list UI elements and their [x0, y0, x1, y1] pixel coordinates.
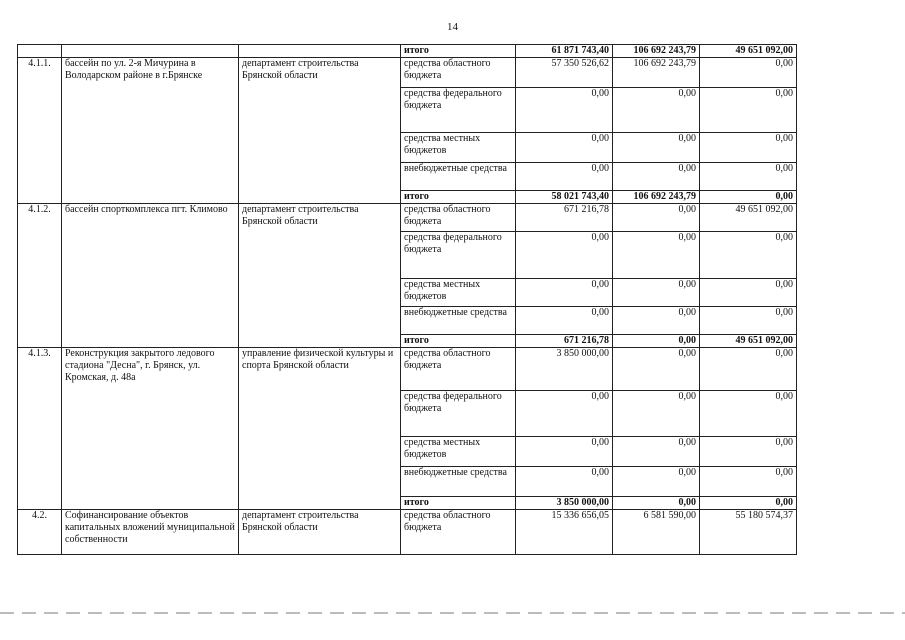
value-cell: 55 180 574,37: [700, 510, 797, 555]
value-cell: 0,00: [516, 391, 613, 437]
source-cell: итого: [401, 45, 516, 58]
source-cell: средства местных бюджетов: [401, 133, 516, 163]
value-cell: 0,00: [700, 163, 797, 191]
source-cell: средства федерального бюджета: [401, 391, 516, 437]
value-cell: 0,00: [516, 133, 613, 163]
value-cell: 0,00: [700, 391, 797, 437]
value-cell: 0,00: [613, 279, 700, 307]
source-cell: средства местных бюджетов: [401, 279, 516, 307]
value-cell: 0,00: [700, 232, 797, 279]
value-cell: 0,00: [516, 163, 613, 191]
value-cell: 0,00: [700, 467, 797, 497]
value-cell: 0,00: [700, 279, 797, 307]
value-cell: 3 850 000,00: [516, 497, 613, 510]
source-cell: средства областного бюджета: [401, 510, 516, 555]
value-cell: 0,00: [613, 88, 700, 133]
name-cell: бассейн по ул. 2-я Мичурина в Володарском районе в г.Брянске: [62, 58, 239, 204]
value-cell: 106 692 243,79: [613, 191, 700, 204]
value-cell: 3 850 000,00: [516, 348, 613, 391]
value-cell: 0,00: [613, 391, 700, 437]
name-cell: Реконструкция закрытого ледового стадиона "Десна", г. Брянск, ул. Кромская, д. 48а: [62, 348, 239, 510]
executor-cell: департамент строительства Брянской области: [239, 204, 401, 348]
code-cell: 4.1.1.: [18, 58, 62, 204]
value-cell: 0,00: [613, 133, 700, 163]
code-cell: [18, 45, 62, 58]
value-cell: 0,00: [516, 232, 613, 279]
value-cell: 0,00: [613, 437, 700, 467]
name-cell: [62, 45, 239, 58]
value-cell: 671 216,78: [516, 335, 613, 348]
source-cell: средства местных бюджетов: [401, 437, 516, 467]
value-cell: 58 021 743,40: [516, 191, 613, 204]
table-row: [18, 204, 797, 232]
value-cell: 0,00: [700, 133, 797, 163]
source-cell: средства федерального бюджета: [401, 88, 516, 133]
value-cell: 0,00: [613, 348, 700, 391]
value-cell: 0,00: [613, 497, 700, 510]
value-cell: 0,00: [700, 58, 797, 88]
code-cell: 4.2.: [18, 510, 62, 555]
value-cell: 0,00: [516, 467, 613, 497]
source-cell: итого: [401, 191, 516, 204]
value-cell: 49 651 092,00: [700, 204, 797, 232]
source-cell: средства федерального бюджета: [401, 232, 516, 279]
value-cell: 0,00: [700, 497, 797, 510]
executor-cell: департамент строительства Брянской области: [239, 58, 401, 204]
code-cell: 4.1.2.: [18, 204, 62, 348]
value-cell: 57 350 526,62: [516, 58, 613, 88]
source-cell: средства областного бюджета: [401, 348, 516, 391]
value-cell: 0,00: [700, 437, 797, 467]
value-cell: 6 581 590,00: [613, 510, 700, 555]
value-cell: 49 651 092,00: [700, 45, 797, 58]
value-cell: 671 216,78: [516, 204, 613, 232]
scan-artifact-line: [0, 612, 905, 614]
source-cell: внебюджетные средства: [401, 163, 516, 191]
value-cell: 0,00: [516, 307, 613, 335]
source-cell: итого: [401, 497, 516, 510]
budget-table: [17, 44, 797, 555]
value-cell: 49 651 092,00: [700, 335, 797, 348]
value-cell: 0,00: [700, 191, 797, 204]
page-number: 14: [447, 21, 458, 33]
value-cell: 0,00: [516, 88, 613, 133]
executor-cell: департамент строительства Брянской области: [239, 510, 401, 555]
name-cell: Софинансирование объектов капитальных вложений муниципальной собственности: [62, 510, 239, 555]
executor-cell: [239, 45, 401, 58]
table-row: [18, 348, 797, 391]
executor-cell: управление физической культуры и спорта Брянской области: [239, 348, 401, 510]
value-cell: 106 692 243,79: [613, 58, 700, 88]
code-cell: 4.1.3.: [18, 348, 62, 510]
source-cell: средства областного бюджета: [401, 204, 516, 232]
value-cell: 0,00: [613, 307, 700, 335]
value-cell: 0,00: [613, 204, 700, 232]
source-cell: средства областного бюджета: [401, 58, 516, 88]
source-cell: внебюджетные средства: [401, 307, 516, 335]
table-row: [18, 45, 797, 58]
value-cell: 106 692 243,79: [613, 45, 700, 58]
table-row: [18, 58, 797, 88]
value-cell: 0,00: [516, 437, 613, 467]
value-cell: 0,00: [516, 279, 613, 307]
name-cell: бассейн спорткомплекса пгт. Климово: [62, 204, 239, 348]
value-cell: 0,00: [700, 88, 797, 133]
value-cell: 0,00: [700, 307, 797, 335]
source-cell: внебюджетные средства: [401, 467, 516, 497]
value-cell: 15 336 656,05: [516, 510, 613, 555]
source-cell: итого: [401, 335, 516, 348]
value-cell: 61 871 743,40: [516, 45, 613, 58]
value-cell: 0,00: [613, 232, 700, 279]
table-row: [18, 510, 797, 555]
value-cell: 0,00: [613, 163, 700, 191]
value-cell: 0,00: [613, 467, 700, 497]
value-cell: 0,00: [613, 335, 700, 348]
value-cell: 0,00: [700, 348, 797, 391]
